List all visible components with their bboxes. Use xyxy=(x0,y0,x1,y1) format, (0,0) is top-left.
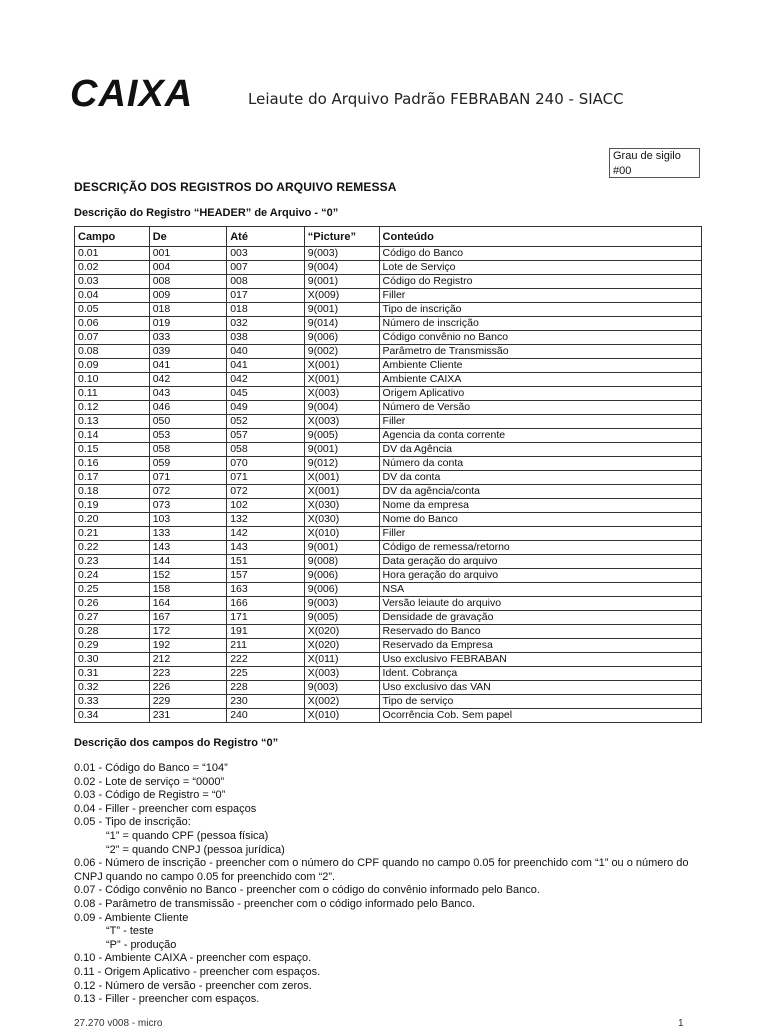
cell-campo: 0.22 xyxy=(75,541,150,555)
cell-de: 019 xyxy=(149,317,227,331)
cell-de: 167 xyxy=(149,611,227,625)
cell-picture: X(010) xyxy=(304,527,379,541)
cell-campo: 0.14 xyxy=(75,429,150,443)
cell-de: 001 xyxy=(149,247,227,261)
cell-ate: 211 xyxy=(227,639,305,653)
cell-campo: 0.17 xyxy=(75,471,150,485)
cell-campo: 0.33 xyxy=(75,695,150,709)
cell-conteudo: Densidade de gravação xyxy=(379,611,701,625)
cell-conteudo: Código do Registro xyxy=(379,275,701,289)
cell-conteudo: Número de inscrição xyxy=(379,317,701,331)
cell-de: 143 xyxy=(149,541,227,555)
table-row xyxy=(75,303,702,317)
cell-campo: 0.12 xyxy=(75,401,150,415)
cell-picture: 9(002) xyxy=(304,345,379,359)
cell-de: 018 xyxy=(149,303,227,317)
cell-picture: 9(001) xyxy=(304,303,379,317)
cell-conteudo: Lote de Serviço xyxy=(379,261,701,275)
cell-picture: X(001) xyxy=(304,485,379,499)
cell-de: 133 xyxy=(149,527,227,541)
cell-campo: 0.15 xyxy=(75,443,150,457)
cell-ate: 171 xyxy=(227,611,305,625)
sigilo-value: #00 xyxy=(613,165,632,177)
cell-campo: 0.24 xyxy=(75,569,150,583)
cell-picture: X(011) xyxy=(304,653,379,667)
table-row xyxy=(75,471,702,485)
cell-conteudo: Data geração do arquivo xyxy=(379,555,701,569)
cell-ate: 032 xyxy=(227,317,305,331)
cell-de: 042 xyxy=(149,373,227,387)
cell-picture: 9(003) xyxy=(304,247,379,261)
cell-picture: 9(006) xyxy=(304,331,379,345)
cell-conteudo: Hora geração do arquivo xyxy=(379,569,701,583)
table-row xyxy=(75,317,702,331)
table-row xyxy=(75,485,702,499)
cell-ate: 041 xyxy=(227,359,305,373)
cell-de: 072 xyxy=(149,485,227,499)
cell-ate: 070 xyxy=(227,457,305,471)
cell-conteudo: Uso exclusivo das VAN xyxy=(379,681,701,695)
cell-campo: 0.21 xyxy=(75,527,150,541)
cell-ate: 143 xyxy=(227,541,305,555)
cell-ate: 166 xyxy=(227,597,305,611)
note-line: 0.08 - Parâmetro de transmissão - preencher com o código informado pelo Banco. xyxy=(74,897,476,910)
note-line: 0.01 - Código do Banco = “104” xyxy=(74,762,228,774)
cell-picture: X(010) xyxy=(304,709,379,723)
cell-campo: 0.03 xyxy=(75,275,150,289)
cell-conteudo: Nome do Banco xyxy=(379,513,701,527)
cell-de: 046 xyxy=(149,401,227,415)
cell-picture: 9(001) xyxy=(304,541,379,555)
cell-de: 103 xyxy=(149,513,227,527)
cell-picture: X(001) xyxy=(304,373,379,387)
cell-picture: X(001) xyxy=(304,471,379,485)
cell-picture: X(003) xyxy=(304,667,379,681)
table-title: Descrição do Registro “HEADER” de Arquivo - “0” xyxy=(74,207,339,219)
cell-ate: 228 xyxy=(227,681,305,695)
cell-campo: 0.05 xyxy=(75,303,150,317)
cell-ate: 142 xyxy=(227,527,305,541)
cell-conteudo: Código convênio no Banco xyxy=(379,331,701,345)
table-header-row xyxy=(75,227,702,247)
cell-picture: 9(014) xyxy=(304,317,379,331)
logo-text: CAIXA xyxy=(70,73,194,110)
cell-picture: X(020) xyxy=(304,625,379,639)
cell-campo: 0.30 xyxy=(75,653,150,667)
cell-conteudo: Parâmetro de Transmissão xyxy=(379,345,701,359)
cell-de: 033 xyxy=(149,331,227,345)
cell-ate: 163 xyxy=(227,583,305,597)
table-body xyxy=(75,247,702,723)
cell-picture: 9(004) xyxy=(304,401,379,415)
cell-picture: 9(003) xyxy=(304,597,379,611)
cell-campo: 0.26 xyxy=(75,597,150,611)
table-row xyxy=(75,695,702,709)
cell-campo: 0.23 xyxy=(75,555,150,569)
table-row xyxy=(75,709,702,723)
cell-campo: 0.18 xyxy=(75,485,150,499)
table-row xyxy=(75,611,702,625)
table-row xyxy=(75,247,702,261)
table-row xyxy=(75,541,702,555)
cell-ate: 222 xyxy=(227,653,305,667)
note-line: 0.11 - Origem Aplicativo - preencher com espaços. xyxy=(74,965,321,978)
cell-campo: 0.02 xyxy=(75,261,150,275)
cell-campo: 0.27 xyxy=(75,611,150,625)
cell-conteudo: NSA xyxy=(379,583,701,597)
cell-de: 041 xyxy=(149,359,227,373)
fields-description xyxy=(74,762,702,1007)
note-line: 0.06 - Número de inscrição - preencher com o número do CPF quando no campo 0.05 for preenchido com “1” ou o número do CNPJ quando no campo 0.05 for preenchido com “2”. xyxy=(74,857,689,883)
cell-campo: 0.28 xyxy=(75,625,150,639)
header-record-table xyxy=(74,226,702,723)
column-header-campo: Campo xyxy=(75,227,150,247)
table-row xyxy=(75,583,702,597)
document-title: Leiaute do Arquivo Padrão FEBRABAN 240 - SIACC xyxy=(248,90,624,108)
cell-campo: 0.10 xyxy=(75,373,150,387)
cell-conteudo: Ident. Cobrança xyxy=(379,667,701,681)
cell-campo: 0.29 xyxy=(75,639,150,653)
cell-conteudo: Ambiente Cliente xyxy=(379,359,701,373)
table-row xyxy=(75,345,702,359)
cell-de: 071 xyxy=(149,471,227,485)
cell-picture: 9(005) xyxy=(304,429,379,443)
cell-conteudo: Código de remessa/retorno xyxy=(379,541,701,555)
cell-de: 152 xyxy=(149,569,227,583)
cell-conteudo: Agencia da conta corrente xyxy=(379,429,701,443)
cell-ate: 007 xyxy=(227,261,305,275)
cell-conteudo: Origem Aplicativo xyxy=(379,387,701,401)
table-row xyxy=(75,387,702,401)
cell-ate: 017 xyxy=(227,289,305,303)
cell-picture: X(030) xyxy=(304,513,379,527)
cell-de: 229 xyxy=(149,695,227,709)
note-line: “P” - produção xyxy=(106,938,177,951)
table-row xyxy=(75,373,702,387)
cell-ate: 157 xyxy=(227,569,305,583)
cell-conteudo: Reservado do Banco xyxy=(379,625,701,639)
table-row xyxy=(75,429,702,443)
table-row xyxy=(75,625,702,639)
cell-de: 192 xyxy=(149,639,227,653)
cell-de: 231 xyxy=(149,709,227,723)
cell-picture: 9(005) xyxy=(304,611,379,625)
table-row xyxy=(75,597,702,611)
cell-conteudo: Número da conta xyxy=(379,457,701,471)
cell-ate: 151 xyxy=(227,555,305,569)
note-line: 0.10 - Ambiente CAIXA - preencher com espaço. xyxy=(74,952,312,965)
cell-picture: 9(008) xyxy=(304,555,379,569)
cell-de: 004 xyxy=(149,261,227,275)
cell-campo: 0.16 xyxy=(75,457,150,471)
cell-campo: 0.31 xyxy=(75,667,150,681)
cell-ate: 008 xyxy=(227,275,305,289)
cell-conteudo: Reservado da Empresa xyxy=(379,639,701,653)
cell-campo: 0.11 xyxy=(75,387,150,401)
cell-de: 226 xyxy=(149,681,227,695)
cell-picture: X(020) xyxy=(304,639,379,653)
cell-conteudo: Número de Versão xyxy=(379,401,701,415)
table-row xyxy=(75,527,702,541)
cell-picture: X(001) xyxy=(304,359,379,373)
cell-de: 158 xyxy=(149,583,227,597)
table-row xyxy=(75,359,702,373)
note-line: 0.02 - Lote de serviço = “0000” xyxy=(74,775,225,788)
note-line: 0.07 - Código convênio no Banco - preencher com o código do convênio informado pelo Banco. xyxy=(74,884,540,897)
cell-campo: 0.20 xyxy=(75,513,150,527)
note-line: “T” - teste xyxy=(106,925,154,938)
cell-de: 073 xyxy=(149,499,227,513)
caixa-logo xyxy=(70,72,202,110)
cell-conteudo: Versão leiaute do arquivo xyxy=(379,597,701,611)
cell-conteudo: Filler xyxy=(379,289,701,303)
cell-conteudo: Nome da empresa xyxy=(379,499,701,513)
table-row xyxy=(75,289,702,303)
table-row xyxy=(75,457,702,471)
cell-picture: 9(003) xyxy=(304,681,379,695)
cell-de: 043 xyxy=(149,387,227,401)
table-row xyxy=(75,415,702,429)
cell-de: 212 xyxy=(149,653,227,667)
cell-conteudo: DV da conta xyxy=(379,471,701,485)
cell-de: 039 xyxy=(149,345,227,359)
cell-conteudo: Ocorrência Cob. Sem papel xyxy=(379,709,701,723)
table-row xyxy=(75,667,702,681)
cell-conteudo: DV da Agência xyxy=(379,443,701,457)
note-line: 0.04 - Filler - preencher com espaços xyxy=(74,802,257,815)
sigilo-box xyxy=(609,148,700,178)
cell-campo: 0.09 xyxy=(75,359,150,373)
note-line: “1” = quando CPF (pessoa física) xyxy=(106,829,269,842)
cell-de: 172 xyxy=(149,625,227,639)
cell-conteudo: Código do Banco xyxy=(379,247,701,261)
cell-ate: 071 xyxy=(227,471,305,485)
column-header-picture: “Picture” xyxy=(304,227,379,247)
note-line: 0.12 - Número de versão - preencher com zeros. xyxy=(74,979,312,992)
note-line: 0.03 - Código de Registro = “0” xyxy=(74,789,226,802)
table-row xyxy=(75,401,702,415)
section-title: DESCRIÇÃO DOS REGISTROS DO ARQUIVO REMESSA xyxy=(74,180,397,194)
page-number: 1 xyxy=(678,1018,684,1029)
sigilo-label: Grau de sigilo xyxy=(613,150,681,162)
cell-ate: 052 xyxy=(227,415,305,429)
cell-campo: 0.32 xyxy=(75,681,150,695)
table-row xyxy=(75,681,702,695)
cell-de: 050 xyxy=(149,415,227,429)
column-header-ate: Até xyxy=(227,227,305,247)
cell-ate: 240 xyxy=(227,709,305,723)
table-row xyxy=(75,443,702,457)
table-row xyxy=(75,275,702,289)
cell-de: 008 xyxy=(149,275,227,289)
cell-de: 058 xyxy=(149,443,227,457)
cell-picture: X(003) xyxy=(304,387,379,401)
cell-campo: 0.19 xyxy=(75,499,150,513)
column-header-de: De xyxy=(149,227,227,247)
cell-picture: 9(001) xyxy=(304,443,379,457)
cell-ate: 042 xyxy=(227,373,305,387)
cell-campo: 0.07 xyxy=(75,331,150,345)
cell-campo: 0.13 xyxy=(75,415,150,429)
cell-campo: 0.06 xyxy=(75,317,150,331)
cell-conteudo: Tipo de inscrição xyxy=(379,303,701,317)
cell-picture: X(030) xyxy=(304,499,379,513)
cell-picture: 9(006) xyxy=(304,583,379,597)
footer-code: 27.270 v008 - micro xyxy=(74,1018,163,1029)
note-line: 0.09 - Ambiente Cliente xyxy=(74,911,189,924)
cell-de: 223 xyxy=(149,667,227,681)
cell-picture: 9(006) xyxy=(304,569,379,583)
cell-conteudo: DV da agência/conta xyxy=(379,485,701,499)
cell-de: 144 xyxy=(149,555,227,569)
cell-conteudo: Filler xyxy=(379,527,701,541)
cell-ate: 230 xyxy=(227,695,305,709)
cell-ate: 132 xyxy=(227,513,305,527)
table-row xyxy=(75,569,702,583)
table-row xyxy=(75,653,702,667)
cell-ate: 038 xyxy=(227,331,305,345)
cell-conteudo: Filler xyxy=(379,415,701,429)
fields-description-title: Descrição dos campos do Registro “0” xyxy=(74,737,279,749)
cell-campo: 0.08 xyxy=(75,345,150,359)
note-line: “2” = quando CNPJ (pessoa jurídica) xyxy=(106,843,285,856)
note-line: 0.13 - Filler - preencher com espaços. xyxy=(74,993,260,1006)
cell-ate: 225 xyxy=(227,667,305,681)
column-header-conteudo: Conteúdo xyxy=(379,227,701,247)
cell-picture: 9(012) xyxy=(304,457,379,471)
cell-conteudo: Ambiente CAIXA xyxy=(379,373,701,387)
cell-ate: 191 xyxy=(227,625,305,639)
cell-picture: X(002) xyxy=(304,695,379,709)
note-line: 0.05 - Tipo de inscrição: xyxy=(74,816,191,829)
cell-conteudo: Uso exclusivo FEBRABAN xyxy=(379,653,701,667)
cell-picture: 9(001) xyxy=(304,275,379,289)
cell-campo: 0.34 xyxy=(75,709,150,723)
cell-picture: X(009) xyxy=(304,289,379,303)
cell-ate: 049 xyxy=(227,401,305,415)
cell-ate: 102 xyxy=(227,499,305,513)
cell-picture: 9(004) xyxy=(304,261,379,275)
cell-campo: 0.25 xyxy=(75,583,150,597)
cell-de: 009 xyxy=(149,289,227,303)
cell-campo: 0.04 xyxy=(75,289,150,303)
cell-ate: 003 xyxy=(227,247,305,261)
cell-ate: 057 xyxy=(227,429,305,443)
table-row xyxy=(75,639,702,653)
cell-ate: 018 xyxy=(227,303,305,317)
cell-ate: 040 xyxy=(227,345,305,359)
cell-ate: 045 xyxy=(227,387,305,401)
cell-de: 059 xyxy=(149,457,227,471)
table-row xyxy=(75,555,702,569)
table-row xyxy=(75,261,702,275)
cell-ate: 072 xyxy=(227,485,305,499)
table-row xyxy=(75,513,702,527)
table-row xyxy=(75,331,702,345)
cell-de: 053 xyxy=(149,429,227,443)
cell-picture: X(003) xyxy=(304,415,379,429)
cell-de: 164 xyxy=(149,597,227,611)
cell-conteudo: Tipo de serviço xyxy=(379,695,701,709)
cell-ate: 058 xyxy=(227,443,305,457)
table-row xyxy=(75,499,702,513)
cell-campo: 0.01 xyxy=(75,247,150,261)
